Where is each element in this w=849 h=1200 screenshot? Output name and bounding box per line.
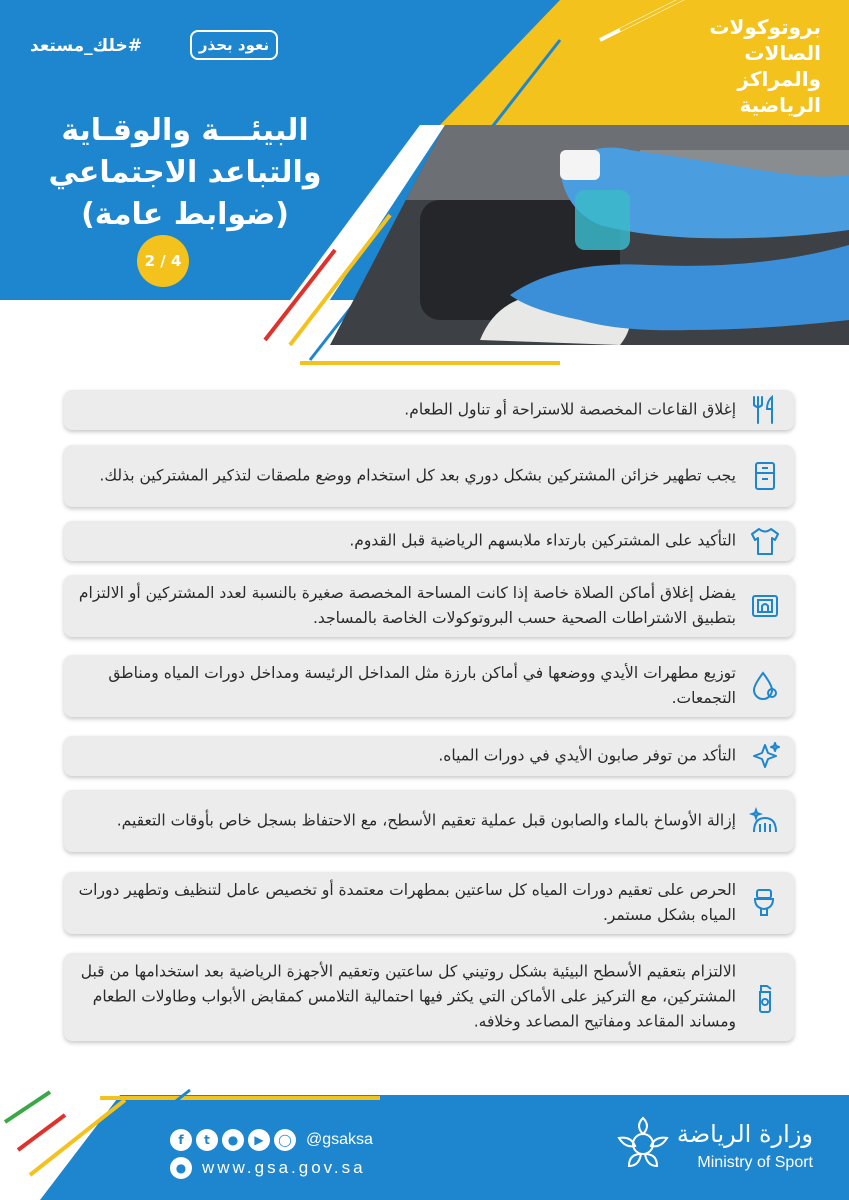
facebook-icon[interactable]: f — [170, 1129, 192, 1151]
page-indicator: 2 / 4 — [137, 235, 189, 287]
ministry-logo — [563, 1118, 813, 1182]
locker-icon — [742, 453, 788, 499]
page-title-line: والتباعد الاجتماعي — [48, 155, 322, 190]
social-links — [170, 1128, 373, 1152]
youtube-icon[interactable]: ▶ — [248, 1129, 270, 1151]
list-item — [64, 390, 794, 430]
list-item — [64, 790, 794, 852]
ministry-name-en: Ministry of Sport — [697, 1154, 813, 1171]
series-title-line: الرياضية — [739, 93, 821, 117]
series-title-line: والمراكز — [737, 67, 821, 91]
item-text: التأكد من توفر صابون الأيدي في دورات المياه. — [438, 746, 736, 765]
item-text: الحرص على تعقيم دورات المياه كل ساعتين بمطهرات معتمدة أو تخصيص عامل لتنظيف وتطهير دورات المياه بشكل مستمر. — [78, 881, 736, 924]
item-text: التأكيد على المشتركين بارتداء ملابسهم الرياضية قبل القدوم. — [349, 531, 736, 550]
page-title-line: (ضوابط عامة) — [81, 197, 289, 232]
page-title-line: البيئـــة والوقـاية — [61, 113, 309, 148]
item-text: يجب تطهير خزائن المشتركين بشكل دوري بعد كل استخدام ووضع ملصقات لتذكير المشتركين بذلك. — [99, 466, 736, 485]
series-title-line: الصالات — [744, 41, 821, 65]
list-item — [64, 736, 794, 776]
page-title — [40, 110, 330, 236]
list-item — [64, 445, 794, 507]
item-text: إزالة الأوساخ بالماء والصابون قبل عملية تعقيم الأسطح، مع الاحتفاظ بسجل خاص بأوقات التعقيم. — [116, 811, 736, 830]
toilet-icon — [742, 880, 788, 926]
website-link[interactable]: www.gsa.gov.sa — [202, 1158, 366, 1177]
prayer-rug-icon — [742, 583, 788, 629]
tshirt-icon — [742, 518, 788, 564]
list-item — [64, 953, 794, 1041]
footer-stripe-green — [5, 1092, 50, 1122]
sanitizer-drop-icon — [742, 663, 788, 709]
footer-stripe-red — [18, 1115, 65, 1150]
ministry-emblem-icon — [613, 1114, 673, 1178]
utensils-icon — [742, 387, 788, 433]
item-text: إغلاق القاعات المخصصة للاستراحة أو تناول الطعام. — [404, 400, 736, 419]
ministry-name-ar: وزارة الرياضة — [676, 1120, 813, 1148]
snapchat-icon[interactable]: ● — [222, 1129, 244, 1151]
list-item — [64, 521, 794, 561]
campaign-hashtag: #خلك_مستعد — [30, 36, 142, 56]
sparkle-icon — [742, 733, 788, 779]
campaign-logo: نعود بحذر — [190, 30, 278, 60]
spray-bottle-icon — [742, 974, 788, 1020]
list-item — [64, 872, 794, 934]
cleaning-surface-icon — [742, 798, 788, 844]
globe-icon: ● — [170, 1157, 192, 1179]
twitter-icon[interactable]: t — [196, 1129, 218, 1151]
item-text: يفضل إغلاق أماكن الصلاة خاصة إذا كانت المساحة المخصصة صغيرة بالنسبة لعدد المشتركين أو الالتزام بتطبيق الاشتراطات الصحية حسب البروتوكولات الخاصة بالمساجد. — [78, 584, 736, 627]
list-item — [64, 575, 794, 637]
instagram-icon[interactable]: ◯ — [274, 1129, 296, 1151]
social-handle[interactable]: @gsaksa — [306, 1131, 373, 1148]
series-title — [621, 14, 821, 118]
series-title-line: بروتوكولات — [709, 15, 821, 39]
item-text: توزيع مطهرات الأيدي ووضعها في أماكن بارزة مثل المداخل الرئيسة ومداخل دورات المياه ومناطق التجمعات. — [108, 664, 736, 707]
item-text: الالتزام بتعقيم الأسطح البيئية بشكل روتيني كل ساعتين وتعقيم الأجهزة الرياضية بعد استخدامها من قبل المشتركين، مع التركيز على الأماكن التي يكثر فيها احتمالية التلامس كمقابض الأبواب وطاولات الطعام ومساند المقاعد ومفاتيح المصاعد وخلافه. — [80, 962, 736, 1031]
website-row — [170, 1156, 366, 1180]
list-item — [64, 655, 794, 717]
